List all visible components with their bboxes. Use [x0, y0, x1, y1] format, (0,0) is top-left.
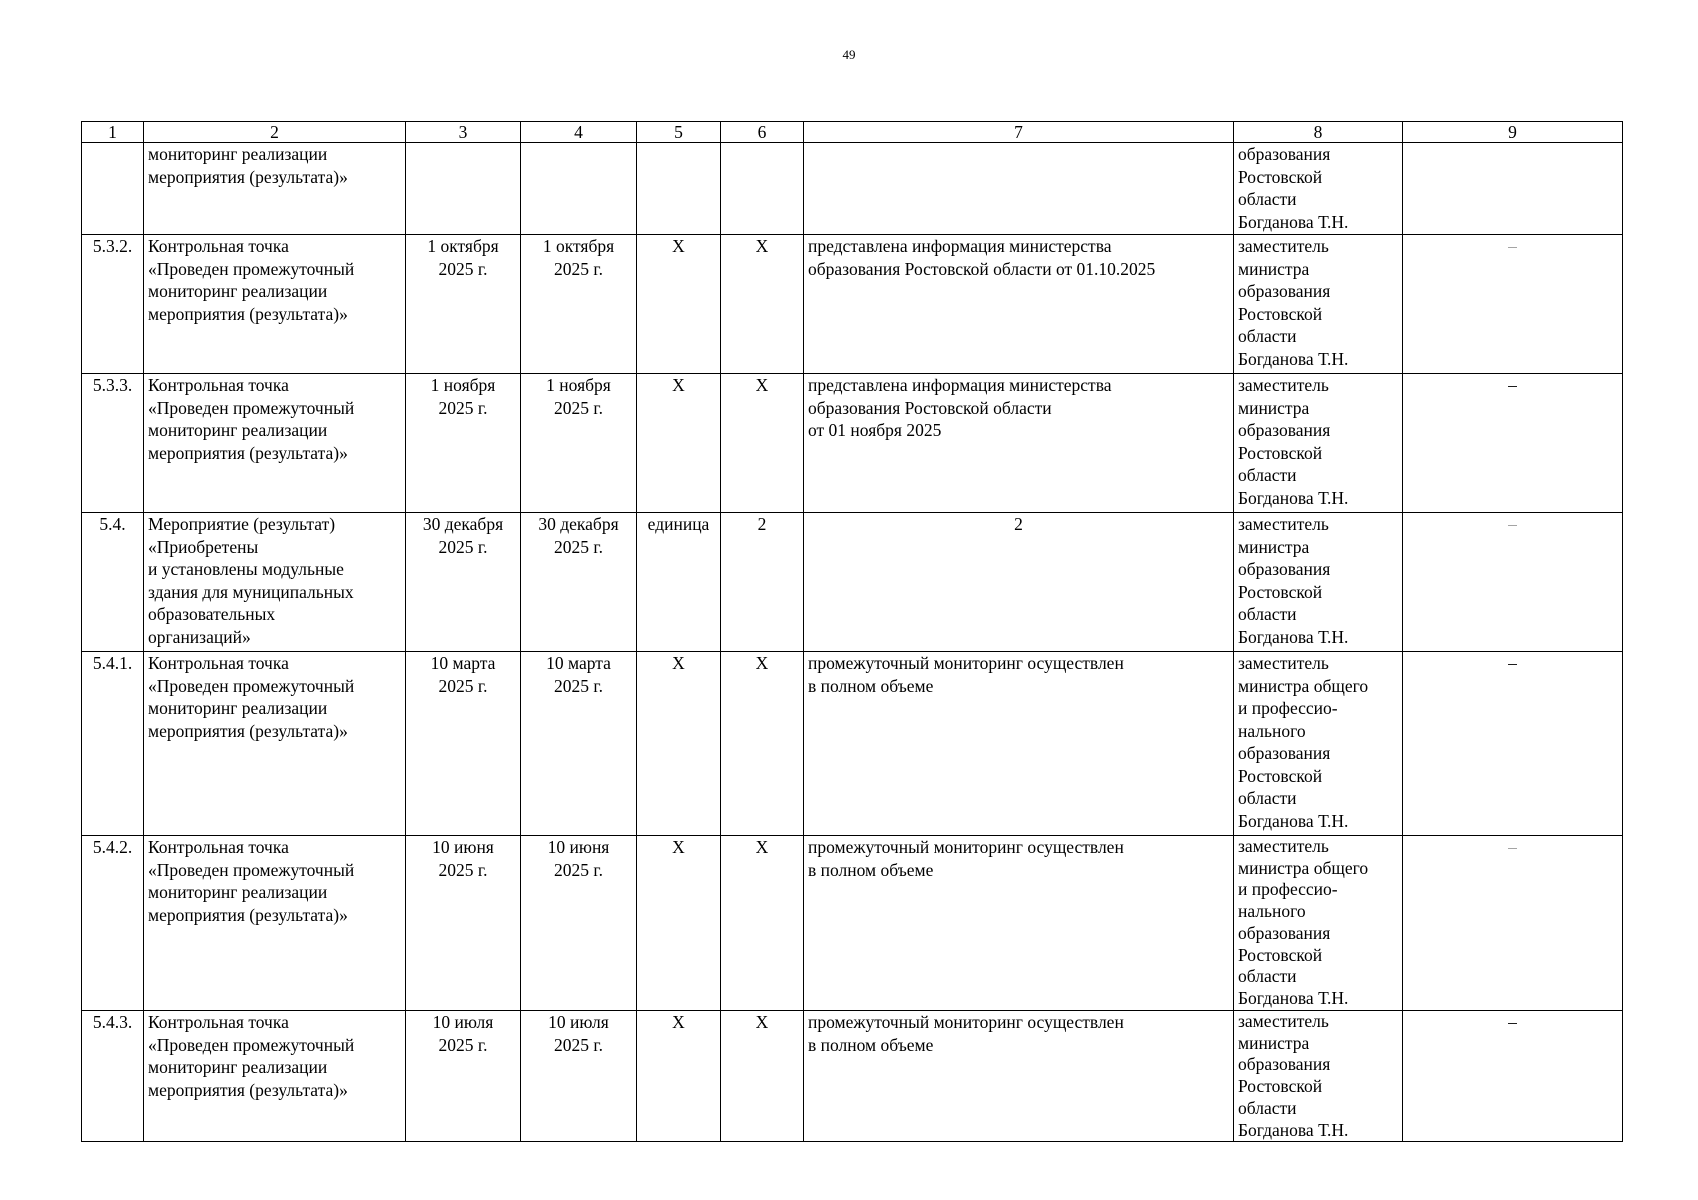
row-note: – — [1403, 513, 1623, 652]
row-fact-info: 2 — [804, 513, 1234, 652]
row-end-date: 10 июля 2025 г. — [521, 1011, 637, 1142]
row-end-date — [521, 143, 637, 235]
row-number: 5.4.2. — [82, 836, 144, 1011]
row-number: 5.4.1. — [82, 652, 144, 836]
column-number: 5 — [637, 122, 721, 143]
row-end-date: 1 ноября 2025 г. — [521, 374, 637, 513]
row-plan-value: Х — [721, 1011, 804, 1142]
column-number: 6 — [721, 122, 804, 143]
row-name: мониторинг реализации мероприятия (результата)» — [144, 143, 406, 235]
row-responsible: заместитель министра общего и профессио- нального образования Ростовской области Богданова Т.Н. — [1234, 652, 1403, 836]
table-row — [82, 836, 1623, 1011]
row-start-date: 10 марта 2025 г. — [406, 652, 521, 836]
row-unit: Х — [637, 1011, 721, 1142]
row-fact-info: представлена информация министерства образования Ростовской области от 01 ноября 2025 — [804, 374, 1234, 513]
row-note: – — [1403, 652, 1623, 836]
row-responsible: заместитель министра образования Ростовской области Богданова Т.Н. — [1234, 1011, 1403, 1142]
row-unit — [637, 143, 721, 235]
row-number: 5.4. — [82, 513, 144, 652]
row-end-date: 10 марта 2025 г. — [521, 652, 637, 836]
column-number: 3 — [406, 122, 521, 143]
row-start-date: 1 ноября 2025 г. — [406, 374, 521, 513]
row-name: Контрольная точка «Проведен промежуточный мониторинг реализации мероприятия (результата)» — [144, 235, 406, 374]
row-unit: единица — [637, 513, 721, 652]
row-end-date: 1 октября 2025 г. — [521, 235, 637, 374]
row-name: Мероприятие (результат) «Приобретены и установлены модульные здания для муниципальных образовательных организаций» — [144, 513, 406, 652]
page-number: 49 — [842, 47, 856, 62]
row-note: – — [1403, 374, 1623, 513]
row-plan-value: Х — [721, 836, 804, 1011]
row-fact-info — [804, 143, 1234, 235]
row-fact-info: промежуточный мониторинг осуществлен в полном объеме — [804, 1011, 1234, 1142]
table-row — [82, 652, 1623, 836]
row-responsible: заместитель министра образования Ростовской области Богданова Т.Н. — [1234, 513, 1403, 652]
column-number-row — [82, 122, 1623, 143]
row-fact-info: промежуточный мониторинг осуществлен в полном объеме — [804, 652, 1234, 836]
row-name: Контрольная точка «Проведен промежуточный мониторинг реализации мероприятия (результата)» — [144, 374, 406, 513]
row-start-date: 10 июля 2025 г. — [406, 1011, 521, 1142]
row-unit: Х — [637, 836, 721, 1011]
row-name: Контрольная точка «Проведен промежуточный мониторинг реализации мероприятия (результата)» — [144, 836, 406, 1011]
row-note — [1403, 143, 1623, 235]
row-note: – — [1403, 1011, 1623, 1142]
row-end-date: 10 июня 2025 г. — [521, 836, 637, 1011]
column-number: 2 — [144, 122, 406, 143]
row-note: – — [1403, 836, 1623, 1011]
row-start-date: 1 октября 2025 г. — [406, 235, 521, 374]
row-responsible: заместитель министра образования Ростовской области Богданова Т.Н. — [1234, 235, 1403, 374]
row-plan-value: Х — [721, 652, 804, 836]
row-responsible: заместитель министра образования Ростовской области Богданова Т.Н. — [1234, 374, 1403, 513]
row-number — [82, 143, 144, 235]
column-number: 1 — [82, 122, 144, 143]
table-row — [82, 235, 1623, 374]
table-row — [82, 513, 1623, 652]
row-plan-value: Х — [721, 235, 804, 374]
row-responsible: заместитель министра общего и профессио- нального образования Ростовской области Богданова Т.Н. — [1234, 836, 1403, 1011]
row-fact-info: представлена информация министерства образования Ростовской области от 01.10.2025 — [804, 235, 1234, 374]
row-fact-info: промежуточный мониторинг осуществлен в полном объеме — [804, 836, 1234, 1011]
row-unit: Х — [637, 235, 721, 374]
row-number: 5.4.3. — [82, 1011, 144, 1142]
row-plan-value — [721, 143, 804, 235]
row-number: 5.3.2. — [82, 235, 144, 374]
column-number: 9 — [1403, 122, 1623, 143]
table-row — [82, 1011, 1623, 1142]
row-start-date: 10 июня 2025 г. — [406, 836, 521, 1011]
row-number: 5.3.3. — [82, 374, 144, 513]
row-start-date — [406, 143, 521, 235]
row-plan-value: 2 — [721, 513, 804, 652]
row-unit: Х — [637, 374, 721, 513]
row-name: Контрольная точка «Проведен промежуточный мониторинг реализации мероприятия (результата)» — [144, 652, 406, 836]
row-plan-value: Х — [721, 374, 804, 513]
column-number: 4 — [521, 122, 637, 143]
row-unit: Х — [637, 652, 721, 836]
table-row — [82, 374, 1623, 513]
row-start-date: 30 декабря 2025 г. — [406, 513, 521, 652]
row-responsible: образования Ростовской области Богданова Т.Н. — [1234, 143, 1403, 235]
column-number: 8 — [1234, 122, 1403, 143]
row-name: Контрольная точка «Проведен промежуточный мониторинг реализации мероприятия (результата)» — [144, 1011, 406, 1142]
row-note: – — [1403, 235, 1623, 374]
table-row — [82, 143, 1623, 235]
report-table — [81, 121, 1623, 1142]
column-number: 7 — [804, 122, 1234, 143]
row-end-date: 30 декабря 2025 г. — [521, 513, 637, 652]
